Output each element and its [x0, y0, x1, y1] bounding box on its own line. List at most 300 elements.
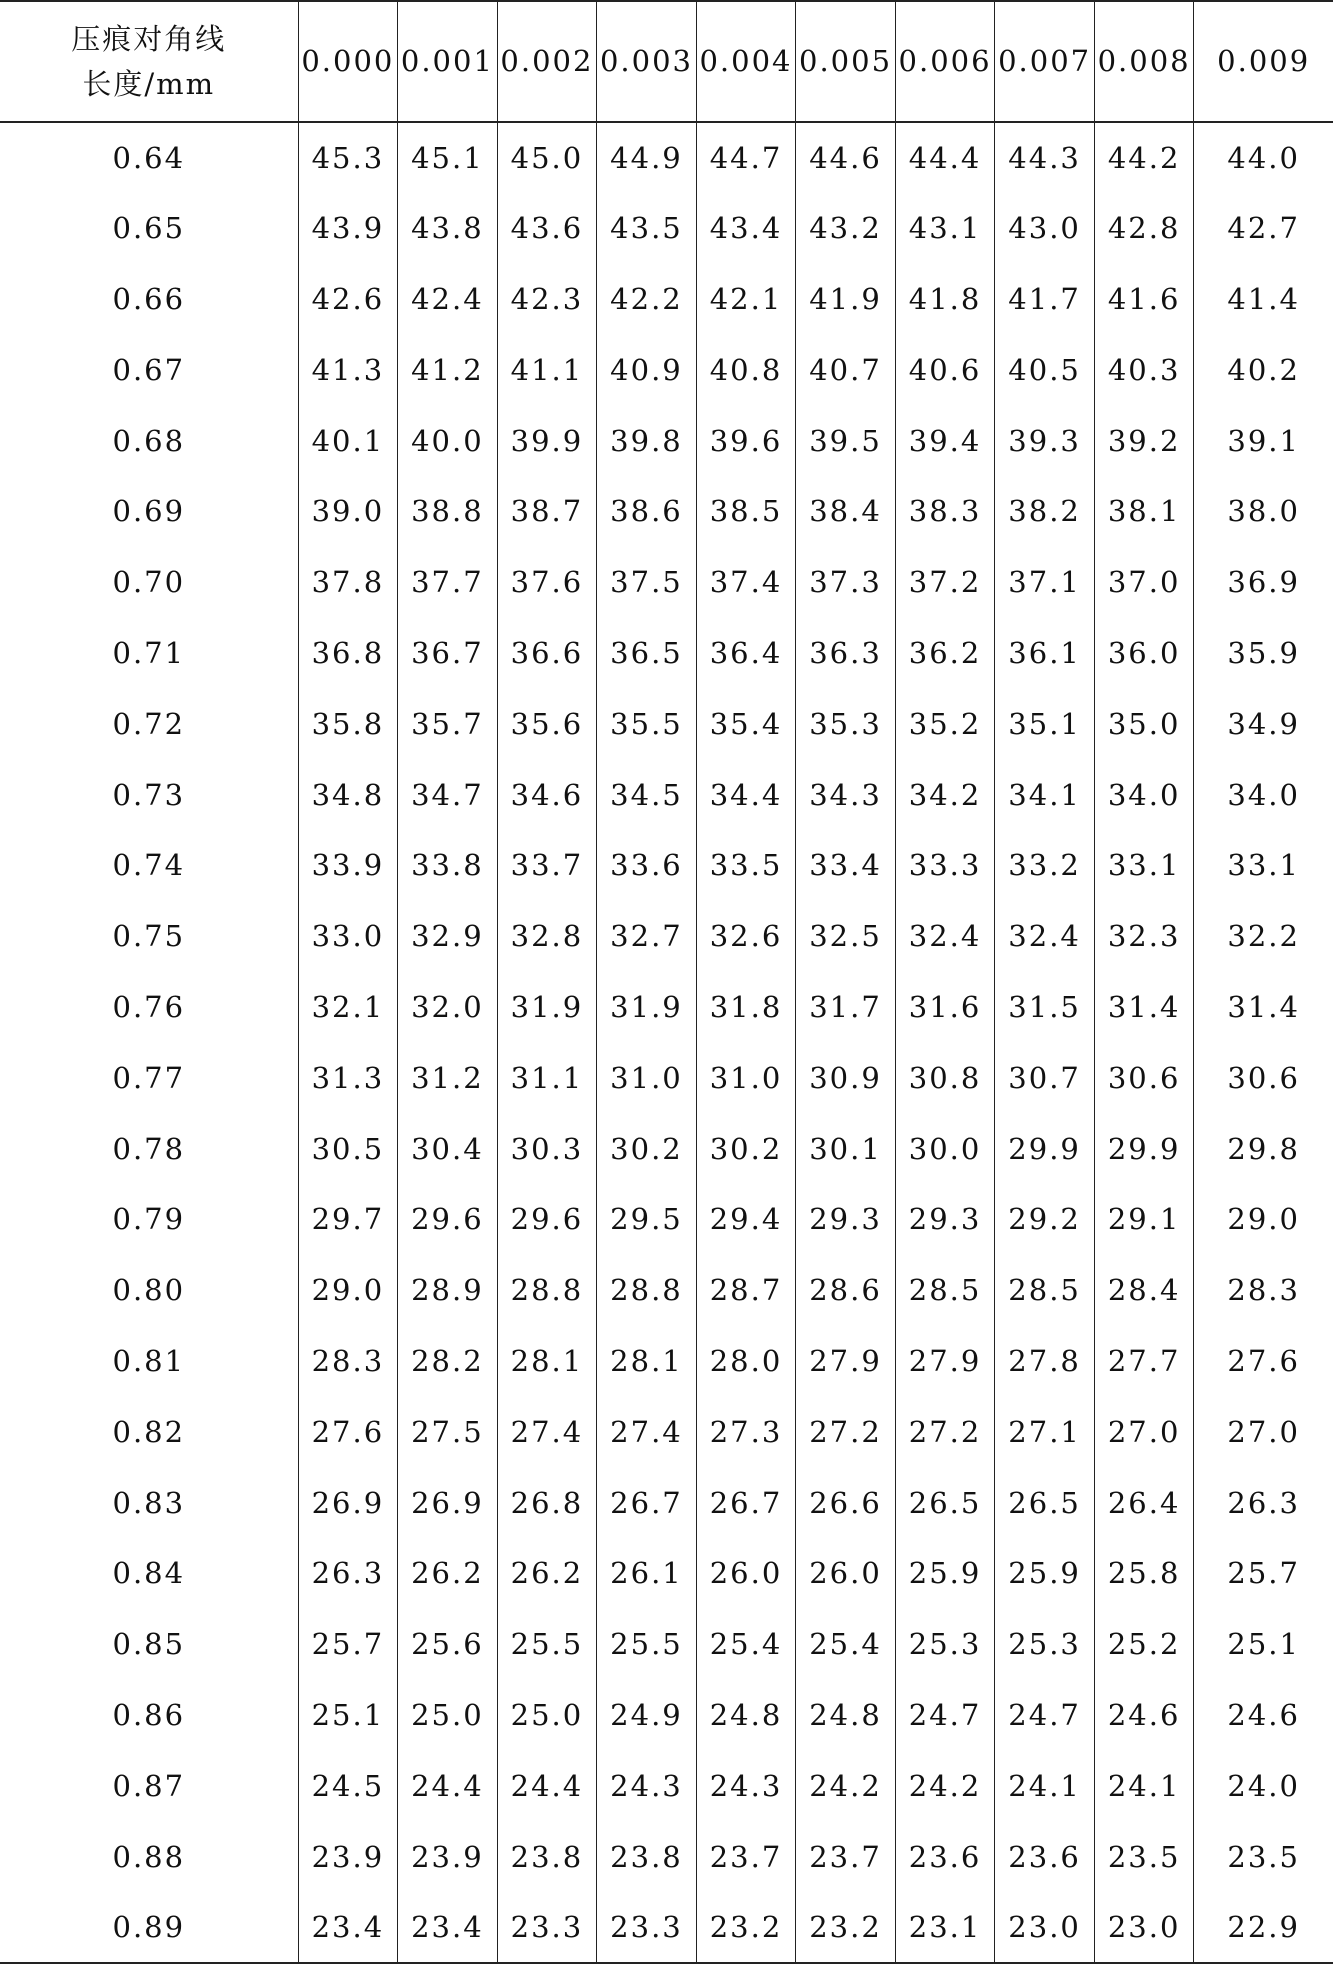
- value-cell: 33.3: [895, 830, 995, 901]
- value-cell: 40.2: [1194, 334, 1333, 405]
- value-cell: 41.7: [995, 264, 1095, 335]
- value-cell: 25.3: [895, 1609, 995, 1680]
- table-row: [0, 972, 1333, 1043]
- table-row: [0, 122, 1333, 193]
- value-cell: 35.7: [398, 688, 498, 759]
- value-cell: 36.7: [398, 618, 498, 689]
- value-cell: 27.6: [1194, 1326, 1333, 1397]
- value-cell: 33.6: [597, 830, 697, 901]
- value-cell: 23.9: [398, 1821, 498, 1892]
- value-cell: 24.1: [1094, 1750, 1194, 1821]
- value-cell: 36.4: [696, 618, 796, 689]
- value-cell: 32.5: [796, 901, 896, 972]
- column-header: 0.006: [895, 1, 995, 122]
- value-cell: 23.3: [497, 1892, 597, 1963]
- value-cell: 41.4: [1194, 264, 1333, 335]
- value-cell: 32.7: [597, 901, 697, 972]
- value-cell: 31.0: [696, 1042, 796, 1113]
- value-cell: 44.2: [1094, 122, 1194, 193]
- value-cell: 28.8: [597, 1255, 697, 1326]
- row-label-cell: 0.69: [112, 494, 186, 529]
- value-cell: 26.2: [497, 1538, 597, 1609]
- value-cell: 34.2: [895, 759, 995, 830]
- row-label-cell: 0.81: [112, 1343, 186, 1378]
- value-cell: 44.4: [895, 122, 995, 193]
- value-cell: 30.5: [298, 1113, 398, 1184]
- row-label-cell: 0.84: [112, 1556, 186, 1591]
- value-cell: 37.2: [895, 547, 995, 618]
- value-cell: 35.2: [895, 688, 995, 759]
- value-cell: 32.6: [696, 901, 796, 972]
- column-header: 0.005: [796, 1, 896, 122]
- value-cell: 28.7: [696, 1255, 796, 1326]
- value-cell: 30.4: [398, 1113, 498, 1184]
- value-cell: 26.2: [398, 1538, 498, 1609]
- value-cell: 23.2: [796, 1892, 896, 1963]
- value-cell: 30.3: [497, 1113, 597, 1184]
- value-cell: 40.0: [398, 405, 498, 476]
- column-header: 0.009: [1194, 1, 1333, 122]
- value-cell: 39.4: [895, 405, 995, 476]
- value-cell: 35.0: [1094, 688, 1194, 759]
- value-cell: 29.1: [1094, 1184, 1194, 1255]
- value-cell: 36.1: [995, 618, 1095, 689]
- value-cell: 25.9: [895, 1538, 995, 1609]
- value-cell: 28.5: [895, 1255, 995, 1326]
- value-cell: 30.8: [895, 1042, 995, 1113]
- value-cell: 36.8: [298, 618, 398, 689]
- value-cell: 28.0: [696, 1326, 796, 1397]
- value-cell: 33.7: [497, 830, 597, 901]
- row-label-header-line2: 长度/mm: [82, 66, 216, 101]
- value-cell: 30.2: [696, 1113, 796, 1184]
- table-row: [0, 830, 1333, 901]
- value-cell: 44.0: [1194, 122, 1333, 193]
- value-cell: 36.5: [597, 618, 697, 689]
- value-cell: 32.3: [1094, 901, 1194, 972]
- value-cell: 34.1: [995, 759, 1095, 830]
- column-header: 0.008: [1094, 1, 1194, 122]
- value-cell: 39.8: [597, 405, 697, 476]
- value-cell: 35.1: [995, 688, 1095, 759]
- table-row: [0, 901, 1333, 972]
- value-cell: 44.6: [796, 122, 896, 193]
- value-cell: 32.9: [398, 901, 498, 972]
- value-cell: 27.1: [995, 1396, 1095, 1467]
- value-cell: 28.2: [398, 1326, 498, 1397]
- table-row: [0, 1042, 1333, 1113]
- table-row: [0, 264, 1333, 335]
- table-row: [0, 618, 1333, 689]
- value-cell: 23.2: [696, 1892, 796, 1963]
- table-row: [0, 1892, 1333, 1963]
- value-cell: 33.1: [1194, 830, 1333, 901]
- table-row: [0, 1113, 1333, 1184]
- value-cell: 26.9: [298, 1467, 398, 1538]
- column-header: 0.002: [497, 1, 597, 122]
- value-cell: 31.4: [1094, 972, 1194, 1043]
- value-cell: 31.8: [696, 972, 796, 1043]
- value-cell: 26.0: [796, 1538, 896, 1609]
- value-cell: 23.5: [1094, 1821, 1194, 1892]
- value-cell: 37.8: [298, 547, 398, 618]
- value-cell: 31.6: [895, 972, 995, 1043]
- value-cell: 34.7: [398, 759, 498, 830]
- value-cell: 25.0: [497, 1680, 597, 1751]
- value-cell: 30.6: [1194, 1042, 1333, 1113]
- value-cell: 39.3: [995, 405, 1095, 476]
- value-cell: 25.8: [1094, 1538, 1194, 1609]
- value-cell: 28.9: [398, 1255, 498, 1326]
- value-cell: 24.8: [696, 1680, 796, 1751]
- value-cell: 39.6: [696, 405, 796, 476]
- value-cell: 35.6: [497, 688, 597, 759]
- value-cell: 24.9: [597, 1680, 697, 1751]
- value-cell: 25.1: [1194, 1609, 1333, 1680]
- row-label-cell: 0.76: [112, 989, 186, 1024]
- value-cell: 26.8: [497, 1467, 597, 1538]
- column-header: 0.007: [995, 1, 1095, 122]
- value-cell: 22.9: [1194, 1892, 1333, 1963]
- row-label-cell: 0.83: [112, 1485, 186, 1520]
- value-cell: 37.3: [796, 547, 896, 618]
- row-label-cell: 0.72: [112, 706, 186, 741]
- row-label-cell: 0.68: [112, 423, 186, 458]
- value-cell: 43.2: [796, 193, 896, 264]
- value-cell: 43.4: [696, 193, 796, 264]
- value-cell: 33.8: [398, 830, 498, 901]
- row-label-cell: 0.70: [112, 565, 186, 600]
- value-cell: 27.2: [796, 1396, 896, 1467]
- value-cell: 37.4: [696, 547, 796, 618]
- value-cell: 39.0: [298, 476, 398, 547]
- value-cell: 40.3: [1094, 334, 1194, 405]
- value-cell: 40.1: [298, 405, 398, 476]
- value-cell: 28.1: [597, 1326, 697, 1397]
- value-cell: 43.0: [995, 193, 1095, 264]
- table-row: [0, 759, 1333, 830]
- row-label-cell: 0.74: [112, 848, 186, 883]
- row-label-cell: 0.66: [112, 281, 186, 316]
- row-label-cell: 0.79: [112, 1202, 186, 1237]
- value-cell: 37.5: [597, 547, 697, 618]
- row-label-cell: 0.75: [112, 919, 186, 954]
- value-cell: 39.5: [796, 405, 896, 476]
- table-row: [0, 334, 1333, 405]
- value-cell: 33.2: [995, 830, 1095, 901]
- row-label-header-line1: 压痕对角线: [71, 21, 227, 56]
- value-cell: 38.1: [1094, 476, 1194, 547]
- column-header: 0.003: [597, 1, 697, 122]
- value-cell: 32.8: [497, 901, 597, 972]
- value-cell: 27.9: [796, 1326, 896, 1397]
- value-cell: 24.2: [895, 1750, 995, 1821]
- value-cell: 38.8: [398, 476, 498, 547]
- value-cell: 43.8: [398, 193, 498, 264]
- value-cell: 27.2: [895, 1396, 995, 1467]
- value-cell: 25.6: [398, 1609, 498, 1680]
- table-header-row: [0, 1, 1333, 122]
- value-cell: 31.9: [597, 972, 697, 1043]
- value-cell: 27.4: [597, 1396, 697, 1467]
- value-cell: 44.9: [597, 122, 697, 193]
- value-cell: 30.7: [995, 1042, 1095, 1113]
- value-cell: 29.5: [597, 1184, 697, 1255]
- value-cell: 27.5: [398, 1396, 498, 1467]
- value-cell: 25.4: [796, 1609, 896, 1680]
- value-cell: 24.2: [796, 1750, 896, 1821]
- value-cell: 29.9: [1094, 1113, 1194, 1184]
- table-row: [0, 1609, 1333, 1680]
- row-label-cell: 0.73: [112, 777, 186, 812]
- value-cell: 31.2: [398, 1042, 498, 1113]
- value-cell: 44.7: [696, 122, 796, 193]
- value-cell: 41.9: [796, 264, 896, 335]
- value-cell: 38.4: [796, 476, 896, 547]
- value-cell: 33.5: [696, 830, 796, 901]
- value-cell: 31.3: [298, 1042, 398, 1113]
- value-cell: 35.9: [1194, 618, 1333, 689]
- value-cell: 34.8: [298, 759, 398, 830]
- value-cell: 38.2: [995, 476, 1095, 547]
- value-cell: 28.1: [497, 1326, 597, 1397]
- value-cell: 29.6: [497, 1184, 597, 1255]
- column-header: 0.000: [298, 1, 398, 122]
- row-label-cell: 0.89: [0, 1892, 298, 1963]
- value-cell: 25.2: [1094, 1609, 1194, 1680]
- value-cell: 41.2: [398, 334, 498, 405]
- value-cell: 23.9: [298, 1821, 398, 1892]
- value-cell: 43.5: [597, 193, 697, 264]
- value-cell: 23.3: [597, 1892, 697, 1963]
- value-cell: 33.9: [298, 830, 398, 901]
- table-row: [0, 1750, 1333, 1821]
- row-label-cell: 0.64: [112, 140, 186, 175]
- value-cell: 24.1: [995, 1750, 1095, 1821]
- value-cell: 45.3: [298, 122, 398, 193]
- row-label-cell: 0.85: [112, 1627, 186, 1662]
- value-cell: 31.1: [497, 1042, 597, 1113]
- value-cell: 24.4: [497, 1750, 597, 1821]
- value-cell: 43.9: [298, 193, 398, 264]
- value-cell: 23.8: [497, 1821, 597, 1892]
- value-cell: 26.6: [796, 1467, 896, 1538]
- value-cell: 35.8: [298, 688, 398, 759]
- value-cell: 30.0: [895, 1113, 995, 1184]
- value-cell: 36.9: [1194, 547, 1333, 618]
- row-label-cell: 0.87: [112, 1768, 186, 1803]
- value-cell: 41.8: [895, 264, 995, 335]
- value-cell: 39.9: [497, 405, 597, 476]
- value-cell: 32.0: [398, 972, 498, 1043]
- value-cell: 27.7: [1094, 1326, 1194, 1397]
- value-cell: 23.4: [298, 1892, 398, 1963]
- value-cell: 41.6: [1094, 264, 1194, 335]
- value-cell: 28.5: [995, 1255, 1095, 1326]
- row-label-cell: 0.80: [112, 1273, 186, 1308]
- value-cell: 33.0: [298, 901, 398, 972]
- value-cell: 26.3: [298, 1538, 398, 1609]
- value-cell: 29.9: [995, 1113, 1095, 1184]
- value-cell: 43.1: [895, 193, 995, 264]
- value-cell: 27.0: [1094, 1396, 1194, 1467]
- value-cell: 25.3: [995, 1609, 1095, 1680]
- value-cell: 34.4: [696, 759, 796, 830]
- value-cell: 42.2: [597, 264, 697, 335]
- value-cell: 24.7: [995, 1680, 1095, 1751]
- value-cell: 26.1: [597, 1538, 697, 1609]
- value-cell: 34.9: [1194, 688, 1333, 759]
- value-cell: 28.3: [298, 1326, 398, 1397]
- value-cell: 40.8: [696, 334, 796, 405]
- value-cell: 39.1: [1194, 405, 1333, 476]
- table-row: [0, 688, 1333, 759]
- table-row: [0, 1680, 1333, 1751]
- value-cell: 42.7: [1194, 193, 1333, 264]
- value-cell: 32.4: [995, 901, 1095, 972]
- value-cell: 29.7: [298, 1184, 398, 1255]
- table-row: [0, 1184, 1333, 1255]
- row-label-cell: 0.78: [112, 1131, 186, 1166]
- value-cell: 30.9: [796, 1042, 896, 1113]
- value-cell: 42.6: [298, 264, 398, 335]
- value-cell: 29.4: [696, 1184, 796, 1255]
- value-cell: 42.4: [398, 264, 498, 335]
- table-body: [0, 122, 1333, 1963]
- value-cell: 25.1: [298, 1680, 398, 1751]
- value-cell: 43.6: [497, 193, 597, 264]
- value-cell: 38.3: [895, 476, 995, 547]
- value-cell: 23.6: [895, 1821, 995, 1892]
- value-cell: 41.1: [497, 334, 597, 405]
- value-cell: 27.4: [497, 1396, 597, 1467]
- value-cell: 40.5: [995, 334, 1095, 405]
- value-cell: 27.9: [895, 1326, 995, 1397]
- row-label-cell: 0.88: [112, 1839, 186, 1874]
- value-cell: 42.1: [696, 264, 796, 335]
- value-cell: 32.2: [1194, 901, 1333, 972]
- value-cell: 23.0: [995, 1892, 1095, 1963]
- value-cell: 31.9: [497, 972, 597, 1043]
- value-cell: 30.2: [597, 1113, 697, 1184]
- value-cell: 25.4: [696, 1609, 796, 1680]
- value-cell: 23.6: [995, 1821, 1095, 1892]
- table-row: [0, 1467, 1333, 1538]
- value-cell: 29.3: [895, 1184, 995, 1255]
- value-cell: 37.7: [398, 547, 498, 618]
- table-row: [0, 547, 1333, 618]
- value-cell: 36.0: [1094, 618, 1194, 689]
- value-cell: 40.7: [796, 334, 896, 405]
- row-label-cell: 0.86: [112, 1697, 186, 1732]
- value-cell: 24.6: [1094, 1680, 1194, 1751]
- value-cell: 24.5: [298, 1750, 398, 1821]
- value-cell: 24.4: [398, 1750, 498, 1821]
- value-cell: 34.0: [1194, 759, 1333, 830]
- table-row: [0, 1821, 1333, 1892]
- value-cell: 24.7: [895, 1680, 995, 1751]
- value-cell: 40.6: [895, 334, 995, 405]
- value-cell: 38.0: [1194, 476, 1333, 547]
- row-label-cell: 0.65: [112, 211, 186, 246]
- value-cell: 45.0: [497, 122, 597, 193]
- value-cell: 26.7: [696, 1467, 796, 1538]
- value-cell: 26.5: [995, 1467, 1095, 1538]
- value-cell: 26.7: [597, 1467, 697, 1538]
- value-cell: 45.1: [398, 122, 498, 193]
- value-cell: 37.0: [1094, 547, 1194, 618]
- value-cell: 35.5: [597, 688, 697, 759]
- column-header: 0.001: [398, 1, 498, 122]
- value-cell: 40.9: [597, 334, 697, 405]
- value-cell: 28.6: [796, 1255, 896, 1326]
- value-cell: 35.3: [796, 688, 896, 759]
- table-row: [0, 405, 1333, 476]
- value-cell: 24.8: [796, 1680, 896, 1751]
- value-cell: 29.2: [995, 1184, 1095, 1255]
- value-cell: 38.6: [597, 476, 697, 547]
- value-cell: 31.7: [796, 972, 896, 1043]
- value-cell: 26.0: [696, 1538, 796, 1609]
- table-row: [0, 1326, 1333, 1397]
- value-cell: 25.7: [298, 1609, 398, 1680]
- value-cell: 36.3: [796, 618, 896, 689]
- value-cell: 23.1: [895, 1892, 995, 1963]
- value-cell: 24.3: [597, 1750, 697, 1821]
- value-cell: 25.0: [398, 1680, 498, 1751]
- value-cell: 30.6: [1094, 1042, 1194, 1113]
- value-cell: 24.6: [1194, 1680, 1333, 1751]
- value-cell: 29.6: [398, 1184, 498, 1255]
- value-cell: 27.3: [696, 1396, 796, 1467]
- value-cell: 42.3: [497, 264, 597, 335]
- value-cell: 25.9: [995, 1538, 1095, 1609]
- table-row: [0, 1396, 1333, 1467]
- value-cell: 41.3: [298, 334, 398, 405]
- value-cell: 27.0: [1194, 1396, 1333, 1467]
- value-cell: 25.5: [497, 1609, 597, 1680]
- value-cell: 37.1: [995, 547, 1095, 618]
- value-cell: 34.3: [796, 759, 896, 830]
- value-cell: 27.6: [298, 1396, 398, 1467]
- value-cell: 23.5: [1194, 1821, 1333, 1892]
- value-cell: 25.7: [1194, 1538, 1333, 1609]
- value-cell: 32.1: [298, 972, 398, 1043]
- value-cell: 26.9: [398, 1467, 498, 1538]
- value-cell: 24.3: [696, 1750, 796, 1821]
- value-cell: 26.4: [1094, 1467, 1194, 1538]
- value-cell: 35.4: [696, 688, 796, 759]
- value-cell: 33.4: [796, 830, 896, 901]
- value-cell: 26.5: [895, 1467, 995, 1538]
- value-cell: 31.4: [1194, 972, 1333, 1043]
- value-cell: 29.3: [796, 1184, 896, 1255]
- value-cell: 26.3: [1194, 1467, 1333, 1538]
- table-row: [0, 1538, 1333, 1609]
- value-cell: 36.6: [497, 618, 597, 689]
- value-cell: 29.0: [1194, 1184, 1333, 1255]
- value-cell: 34.5: [597, 759, 697, 830]
- value-cell: 34.0: [1094, 759, 1194, 830]
- value-cell: 25.5: [597, 1609, 697, 1680]
- table-row: [0, 193, 1333, 264]
- value-cell: 31.0: [597, 1042, 697, 1113]
- row-label-cell: 0.67: [112, 352, 186, 387]
- value-cell: 33.1: [1094, 830, 1194, 901]
- value-cell: 42.8: [1094, 193, 1194, 264]
- table-row: [0, 476, 1333, 547]
- row-label-cell: 0.77: [112, 1060, 186, 1095]
